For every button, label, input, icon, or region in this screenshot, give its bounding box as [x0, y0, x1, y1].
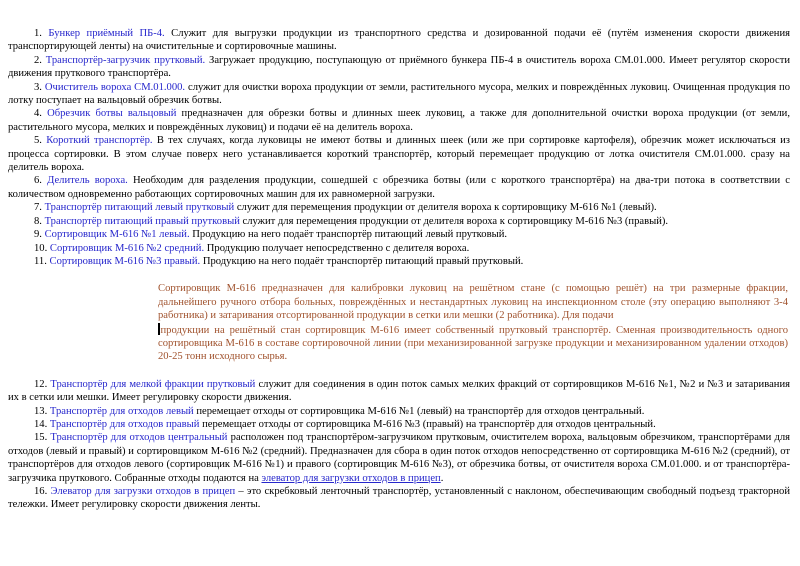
list-item	[8, 174, 790, 201]
item-text: Служит для выгрузки продукции из транспортного средства и дозированной подачи её (путём изменения скорости движения транспортирующей ленты) на очистительные и сортировочные машины.	[8, 28, 791, 53]
item-text: Продукцию на него подаёт транспортёр питающий левый прутковый.	[189, 229, 508, 241]
item-term: Очиститель вороха СМ.01.000.	[44, 81, 186, 93]
list-item	[8, 418, 790, 431]
item-term: Транспортёр для отходов правый	[49, 418, 200, 430]
item-text: Загружает продукцию, поступающую от приёмного бункера ПБ-4 в очиститель вороха СМ.01.000. Имеет регулятор скорости движения пруткового транспортёра.	[8, 54, 790, 80]
note-text-line1: Сортировщик М-616 предназначен для калибровки луковиц на решётном стане (с помощью решёт) на три размерные фракции, дальнейшего ручного отбора больных, повреждённых и нестандартных луковиц на инспекционном столе (эту операцию выполняют 3-4 работника) и затаривания отсортированной продукции в сетки или мешки (2 работника). Для подачи	[158, 283, 788, 322]
item-term: Сортировщик М-616 №2 средний.	[49, 242, 205, 254]
list-item	[8, 255, 790, 268]
item-number: 1.	[34, 28, 42, 39]
note-box	[158, 282, 788, 363]
item-text: служит для очистки вороха продукции от земли, растительного мусора, мелких и повреждённых луковиц. Очищенная продукция по лотку поступает на вальцовый обрезчик ботвы.	[8, 81, 791, 107]
item-number: 12.	[34, 378, 48, 390]
item-term: Транспортёр-загрузчик прутковый.	[45, 54, 206, 66]
item-term: Элеватор для загрузки отходов в прицеп	[50, 486, 236, 497]
text-cursor	[158, 323, 160, 335]
item-link[interactable]: элеватор для загрузки отходов в прицеп	[261, 472, 441, 484]
item-number: 16.	[34, 486, 48, 497]
list-item	[8, 405, 790, 418]
item-term: Транспортёр для отходов центральный	[50, 432, 228, 444]
item-number: 5.	[34, 135, 42, 147]
item-number: 7.	[34, 202, 42, 214]
item-term: Делитель вороха.	[47, 175, 128, 187]
item-text: Необходим для разделения продукции, сошедшей с обрезчика ботвы (или с короткого транспортёра) на два-три потока в соответствии с количеством одновременно работающих сортировочных машин для их равномерной загрузки.	[8, 175, 790, 200]
list-item	[8, 378, 790, 405]
item-number: 3.	[34, 81, 42, 93]
item-text: Продукцию получает непосредственно с делителя вороха.	[204, 242, 470, 254]
item-term: Транспортёр питающий левый прутковый	[44, 202, 235, 214]
item-term: Транспортёр для мелкой фракции прутковый	[50, 378, 256, 390]
list-item	[8, 81, 790, 108]
item-number: 13.	[34, 405, 48, 417]
item-text: – это скребковый ленточный транспортёр, установленный с наклоном, обеспечивающим свободный подъезд тракторной тележки. Имеет регулировку скорости движения ленты.	[8, 486, 790, 511]
item-text: служит для перемещения продукции от делителя вороха к сортировщику М-616 №3 (правый).	[239, 215, 669, 227]
item-number: 11.	[34, 255, 47, 267]
item-number: 6.	[34, 175, 42, 187]
item-text: перемещает отходы от сортировщика М-616 №3 (правый) на транспортёр для отходов центральный.	[199, 418, 656, 430]
item-number: 9.	[34, 229, 42, 241]
list-item	[8, 107, 790, 134]
list-item	[8, 201, 790, 214]
item-number: 15.	[34, 432, 48, 444]
item-number: 8.	[34, 215, 42, 227]
note-text-line2	[158, 323, 788, 364]
item-number: 4.	[34, 108, 42, 120]
numbered-list-top	[8, 27, 790, 268]
item-text: В тех случаях, когда луковицы не имеют ботвы и длинных шеек (или же при сортировке картофеля), обрезчик может исключаться из процесса сортировки. В этом случае поверх него устанавливается короткий транспортёр, который перемещает продукцию от лотка очистителя СМ.01.000. сразу на делитель вороха.	[8, 135, 790, 174]
item-text: предназначен для обрезки ботвы и длинных шеек луковиц, а также для дополнительной очистки вороха продукции (от земли, растительного мусора, мелких и повреждённых луковиц) и подачи её на делитель вороха.	[8, 108, 790, 133]
item-text-tail: .	[440, 472, 444, 484]
item-text: Продукцию на него подаёт транспортёр питающий правый прутковый.	[200, 255, 524, 267]
item-term: Бункер приёмный ПБ-4.	[48, 28, 165, 39]
item-term: Сортировщик М-616 №3 правый.	[49, 255, 201, 267]
item-term: Транспортёр питающий правый прутковый	[44, 215, 240, 227]
note-text: продукции на решётный стан сортировщик М-616 имеет собственный прутковый транспортёр. Сменная производительность одного сортировщика М-616 в составе сортировочной линии (при механизированной загрузке продукции и механизированном удалении отходов) 20-25 тонн исходного сырья.	[158, 324, 788, 363]
list-item	[8, 54, 790, 81]
item-term: Короткий транспортёр.	[46, 135, 153, 147]
list-item	[8, 215, 790, 228]
list-item	[8, 485, 790, 512]
item-number: 2.	[34, 54, 42, 66]
item-text: перемещает отходы от сортировщика М-616 №1 (левый) на транспортёр для отходов центральный.	[193, 405, 645, 417]
item-text: служит для перемещения продукции от делителя вороха к сортировщику М-616 №1 (левый).	[234, 202, 657, 214]
list-item	[8, 242, 790, 255]
item-text: расположен под транспортёром-загрузчиком прутковым, очистителем вороха, вальцовым обрезчиком, транспортёрами для отходов (левый и правый) и сортировщиком М-616 №2 (средний). Предназначен для сбора в один поток отходов непосредственно от сортировщика М-616 №2 (средний), от транспортёров для отходов левого (сортировщик М-616 №1) и правого (сортировщик М-616 №3), от обрезчика ботвы, от очистителя вороха СМ.01.000. и от транспортёра-загрузчика пруткового. Собранные отходы подаются на	[8, 432, 790, 484]
item-number: 14.	[34, 418, 48, 430]
item-term: Обрезчик ботвы вальцовый	[47, 108, 177, 120]
list-item	[8, 27, 790, 54]
list-item	[8, 134, 790, 174]
list-item	[8, 228, 790, 241]
item-number: 10.	[34, 242, 48, 254]
item-term: Сортировщик М-616 №1 левый.	[44, 229, 190, 241]
numbered-list-bottom	[8, 378, 790, 512]
item-term: Транспортёр для отходов левый	[49, 405, 194, 417]
item-text: служит для соединения в один поток самых мелких фракций от сортировщиков М-616 №1, №2 и №3 и затаривания их в сетки или мешки. Имеет регулировку скорости движения.	[8, 378, 790, 404]
list-item	[8, 431, 790, 485]
